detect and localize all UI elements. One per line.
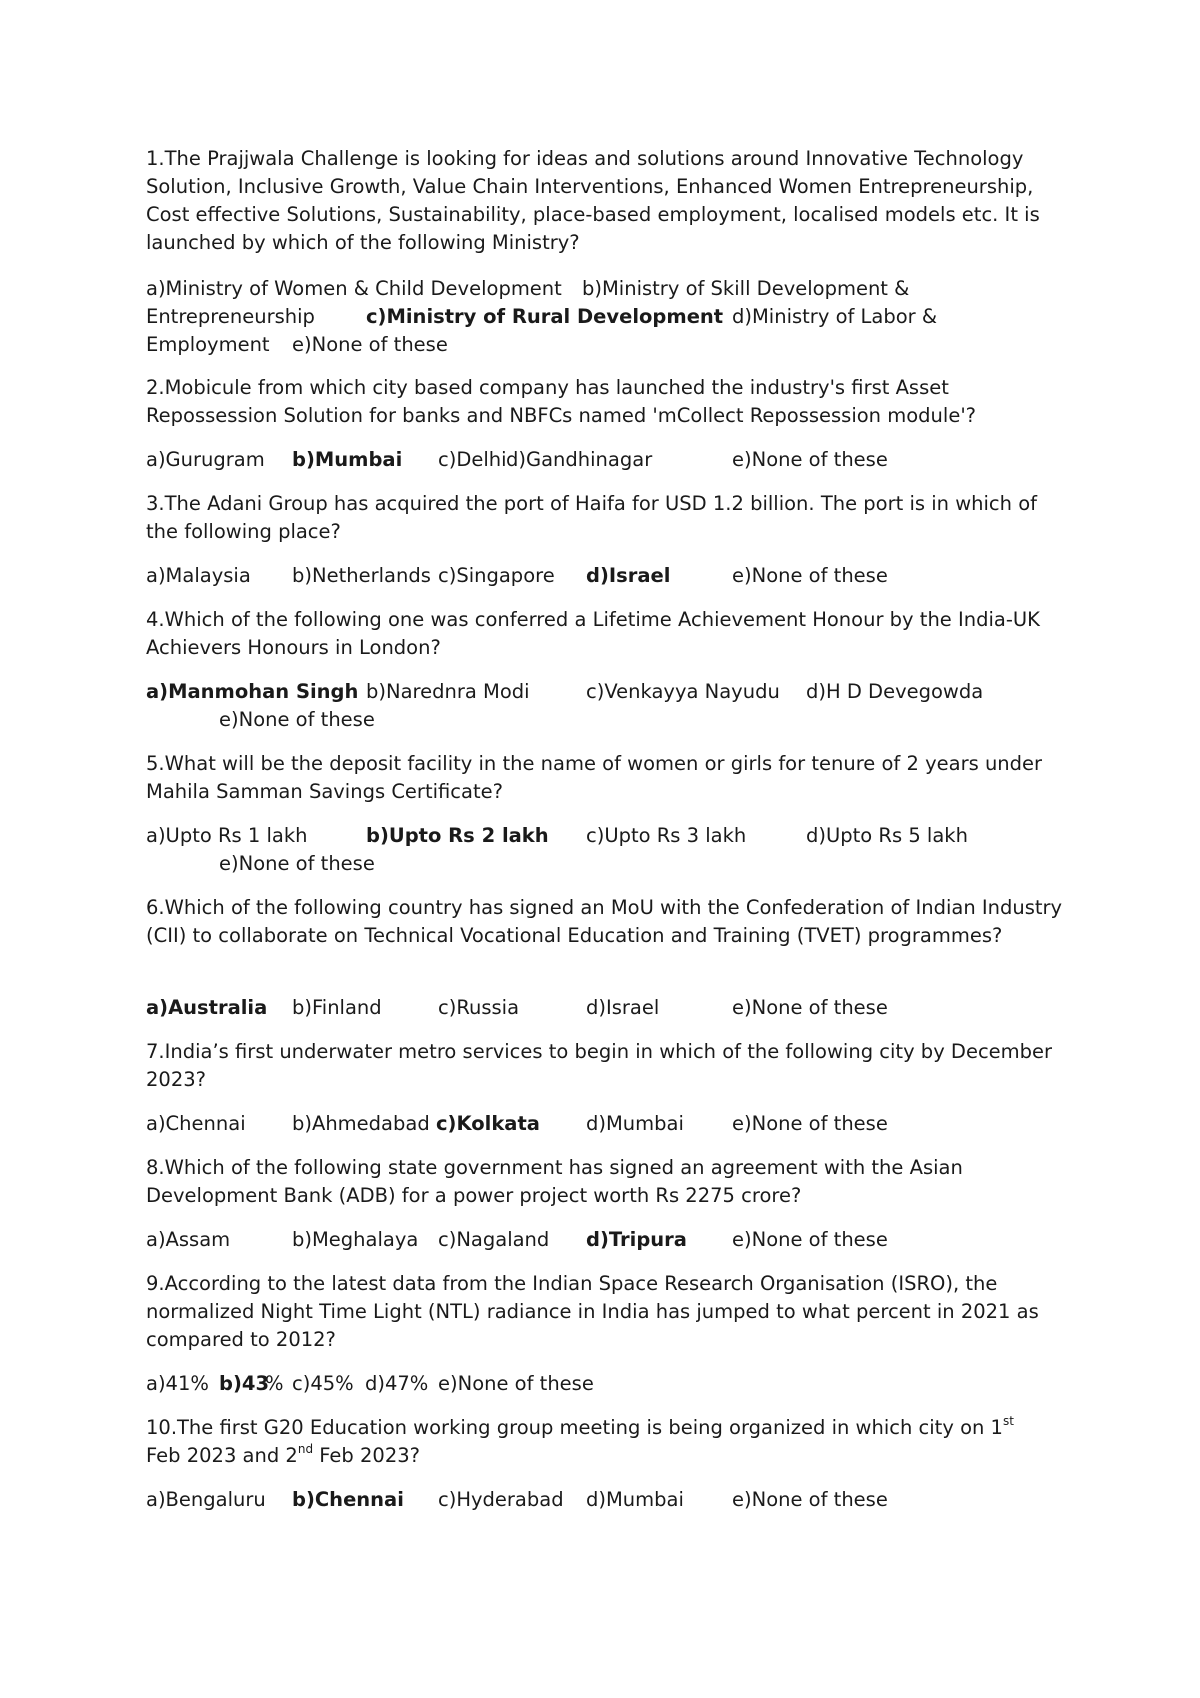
option-d: d)Mumbai (586, 1488, 684, 1511)
superscript-nd: nd (297, 1442, 314, 1456)
option-d-answer: d)Tripura (586, 1228, 687, 1251)
option-b: b)Netherlands (292, 564, 431, 587)
option-d: d)47% (365, 1372, 429, 1395)
option-e: e)None of these (732, 1228, 888, 1251)
question-1: 1.The Prajjwala Challenge is looking for ideas and solutions around Innovative Technology Solution, Inclusive Growth, Value Chain Interventions, Enhanced Women Entrepreneurship, Cost effective Solutions, Sustainability, place-based employment, localised models etc. It is launched by which of the following Ministry? (146, 147, 1040, 254)
option-c: c)Russia (438, 996, 520, 1019)
question-2: 2.Mobicule from which city based company has launched the industry's first Asset Repossession Solution for banks and NBFCs named 'mCollect Repossession module'? (146, 376, 977, 427)
option-c: c)Nagaland (438, 1228, 550, 1251)
option-a-answer: a)Australia (146, 996, 268, 1019)
option-a: a)41% (146, 1372, 209, 1395)
question-6: 6.Which of the following country has signed an MoU with the Confederation of Indian Industry (CII) to collaborate on Technical Vocational Education and Training (TVET) programmes? (146, 896, 1063, 947)
option-b-percent-sign: % (265, 1372, 284, 1395)
option-e: e)None of these (732, 564, 888, 587)
option-d-continued: Employment (146, 333, 270, 356)
option-d: d)Israel (586, 996, 660, 1019)
question-3: 3.The Adani Group has acquired the port of Haifa for USD 1.2 billion. The port is in which of the following place? (146, 492, 1038, 543)
question-10-text-part1: 10.The first G20 Education working group meeting is being organized in which city on 1 (146, 1416, 1003, 1439)
option-b-answer: b)Mumbai (292, 448, 403, 471)
option-d: d)Ministry of Labor & (732, 305, 938, 328)
option-c: c)45% (292, 1372, 354, 1395)
option-d: d)Upto Rs 5 lakh (806, 824, 968, 847)
option-c: c)Hyderabad (438, 1488, 564, 1511)
option-a-answer: a)Manmohan Singh (146, 680, 359, 703)
option-e: e)None of these (732, 448, 888, 471)
option-d-answer: d)Israel (586, 564, 671, 587)
option-a: a)Chennai (146, 1112, 246, 1135)
option-b-answer: b)43 (219, 1372, 270, 1395)
option-e: e)None of these (732, 1488, 888, 1511)
option-e: e)None of these (219, 708, 375, 731)
superscript-st: st (1002, 1414, 1014, 1428)
option-b: b)Meghalaya (292, 1228, 419, 1251)
option-c-answer: c)Ministry of Rural Development (366, 305, 724, 328)
option-d: d)H D Devegowda (806, 680, 984, 703)
option-b-answer: b)Upto Rs 2 lakh (366, 824, 549, 847)
option-c-answer: c)Kolkata (436, 1112, 540, 1135)
question-7: 7.India’s first underwater metro services to begin in which of the following city by December 2023? (146, 1040, 1053, 1091)
option-e: e)None of these (732, 1112, 888, 1135)
option-b: b)Finland (292, 996, 382, 1019)
option-a: a)Gurugram (146, 448, 265, 471)
question-10-text-part3: Feb 2023? (313, 1444, 420, 1467)
option-e: e)None of these (438, 1372, 594, 1395)
question-4: 4.Which of the following one was conferred a Lifetime Achievement Honour by the India-UK Achievers Honours in London? (146, 608, 1040, 659)
option-d: d)Gandhinagar (506, 448, 653, 471)
option-d: d)Mumbai (586, 1112, 684, 1135)
option-b-continued: Entrepreneurship (146, 305, 315, 328)
option-b: b)Ahmedabad (292, 1112, 430, 1135)
question-10 (146, 1414, 1066, 1470)
option-a: a)Ministry of Women & Child Development (146, 277, 562, 300)
option-c: c)Upto Rs 3 lakh (586, 824, 747, 847)
option-e: e)None of these (219, 852, 375, 875)
question-9: 9.According to the latest data from the Indian Space Research Organisation (ISRO), the normalized Night Time Light (NTL) radiance in India has jumped to what percent in 2021 as compared to 2012? (146, 1272, 1039, 1351)
option-a: a)Assam (146, 1228, 231, 1251)
option-c: c)Delhi (438, 448, 507, 471)
option-a: a)Bengaluru (146, 1488, 266, 1511)
option-c: c)Venkayya Nayudu (586, 680, 780, 703)
option-b: b)Narednra Modi (366, 680, 530, 703)
option-a: a)Upto Rs 1 lakh (146, 824, 308, 847)
option-b: b)Ministry of Skill Development & (582, 277, 910, 300)
question-5: 5.What will be the deposit facility in the name of women or girls for tenure of 2 years under Mahila Samman Savings Certificate? (146, 752, 1043, 803)
question-10-text-part2: Feb 2023 and 2 (146, 1444, 298, 1467)
option-e: e)None of these (292, 333, 448, 356)
option-e: e)None of these (732, 996, 888, 1019)
question-8: 8.Which of the following state government has signed an agreement with the Asian Development Bank (ADB) for a power project worth Rs 2275 crore? (146, 1156, 963, 1207)
option-c: c)Singapore (438, 564, 555, 587)
option-a: a)Malaysia (146, 564, 251, 587)
option-b-answer: b)Chennai (292, 1488, 404, 1511)
